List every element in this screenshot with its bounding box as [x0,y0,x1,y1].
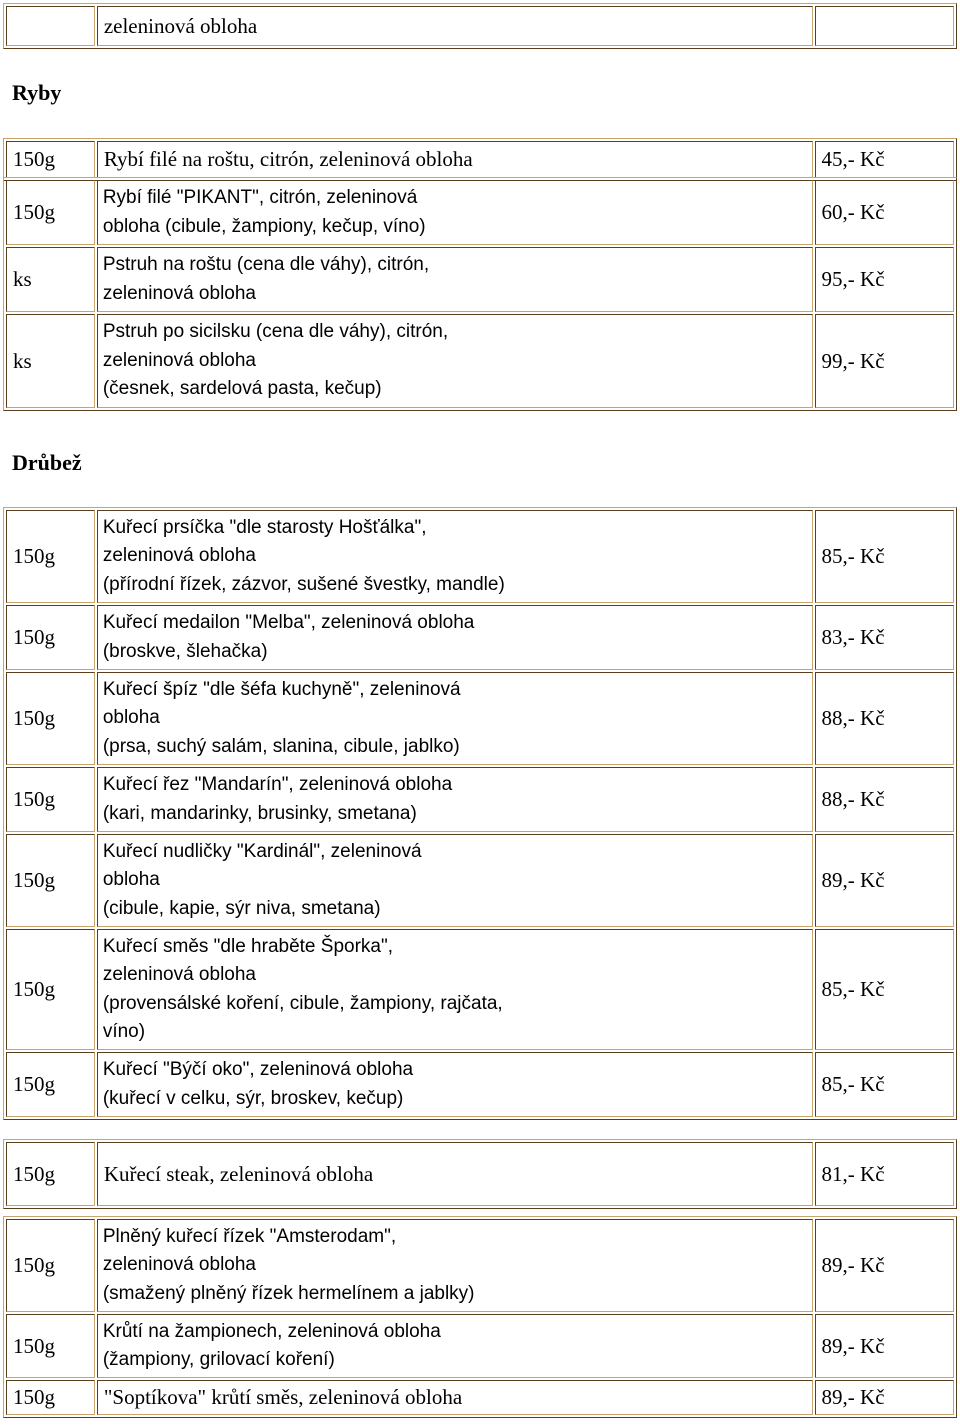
item-line: Plněný kuřecí řízek "Amsterodam", [102,1225,397,1247]
item-line: (prsa, suchý salám, slanina, cibule, jablko) [102,735,460,757]
table-row [6,672,954,765]
item-weight: 150g [6,767,95,832]
item-line: (česnek, sardelová pasta, kečup) [102,378,382,400]
item-name: zeleninová obloha [97,6,813,46]
item-description [97,929,813,1050]
item-price: 89,- Kč [815,1219,954,1312]
item-line: (broskve, šlehačka) [102,640,268,662]
item-line: zeleninová obloha [102,282,256,304]
item-line: (smažený plněný řízek hermelínem a jablky) [102,1282,475,1304]
item-weight: 150g [6,1142,95,1206]
item-price: 81,- Kč [815,1142,954,1206]
table-row [6,929,954,1050]
drubez-table-2 [3,1139,957,1209]
item-weight: 150g [6,1219,95,1312]
item-line: obloha (cibule, žampiony, kečup, víno) [102,215,426,237]
section-heading-drubez: Drůbež [12,450,82,475]
item-price: 60,- Kč [815,180,954,245]
item-line: (přírodní řízek, zázvor, sušené švestky, mandle) [102,573,505,595]
item-description [97,1052,813,1117]
drubez-table-3 [3,1216,957,1418]
item-weight [6,6,95,46]
item-description [97,672,813,765]
item-weight: 150g [6,1314,95,1378]
item-description [97,605,813,670]
item-description [97,767,813,832]
table-row [6,1219,954,1312]
item-price: 85,- Kč [815,510,954,603]
item-line: (provensálské koření, cibule, žampiony, rajčata, [102,992,503,1014]
item-weight: 150g [6,141,95,178]
item-weight: 150g [6,180,95,245]
item-description [97,510,813,603]
item-price: 45,- Kč [815,141,954,178]
table-row [6,314,954,408]
table-row [6,510,954,603]
table-row [6,247,954,312]
item-line: zeleninová obloha [102,349,256,371]
item-weight: 150g [6,1052,95,1117]
item-price: 85,- Kč [815,1052,954,1117]
item-description [97,314,813,408]
item-price: 95,- Kč [815,247,954,312]
item-weight: 150g [6,672,95,765]
item-description [97,834,813,927]
item-line: Kuřecí "Býčí oko", zeleninová obloha [102,1059,414,1080]
table-row [6,6,954,46]
item-line: obloha [102,707,160,729]
drubez-table-1 [3,507,957,1120]
item-weight: 150g [6,510,95,603]
top-menu-table [3,3,957,49]
item-description [97,247,813,312]
item-line: Kuřecí medailon "Melba", zeleninová obloha [102,612,475,633]
item-description [97,1219,813,1312]
item-name: Kuřecí steak, zeleninová obloha [97,1142,813,1206]
item-line: (kari, mandarinky, brusinky, smetana) [102,802,417,824]
item-price: 83,- Kč [815,605,954,670]
item-line: Pstruh po sicilsku (cena dle váhy), citrón, [102,321,449,343]
table-row [6,1052,954,1117]
item-description [97,180,813,245]
item-name: Rybí filé na roštu, citrón, zeleninová obloha [97,141,813,178]
item-line: zeleninová obloha [102,1254,256,1276]
ryby-table-2 [3,177,957,411]
item-weight: ks [6,314,95,408]
item-line: (kuřecí v celku, sýr, broskev, kečup) [102,1087,404,1109]
item-line: Krůtí na žampionech, zeleninová obloha [102,1320,441,1342]
item-line: Kuřecí směs "dle hraběte Šporka", [102,935,393,957]
item-line: Pstruh na roštu (cena dle váhy), citrón, [102,254,430,275]
item-weight: 150g [6,834,95,927]
table-row [6,180,954,245]
item-price: 85,- Kč [815,929,954,1050]
item-price [815,6,954,46]
item-weight: 150g [6,929,95,1050]
item-price: 99,- Kč [815,314,954,408]
table-row [6,1142,954,1206]
item-line: zeleninová obloha [102,964,256,985]
item-price: 88,- Kč [815,767,954,832]
item-weight: ks [6,247,95,312]
item-line: (cibule, kapie, sýr niva, smetana) [102,897,381,919]
item-price: 89,- Kč [815,1380,954,1415]
item-weight: 150g [6,1380,95,1415]
item-price: 89,- Kč [815,1314,954,1378]
item-line: Kuřecí řez "Mandarín", zeleninová obloha [102,774,453,795]
item-line: Kuřecí prsíčka "dle starosty Hošťálka", [102,516,427,538]
item-price: 88,- Kč [815,672,954,765]
table-row [6,767,954,832]
item-line: obloha [102,869,160,891]
item-price: 89,- Kč [815,834,954,927]
item-line: Kuřecí nudličky "Kardinál", zeleninová [102,840,422,862]
item-line: (žampiony, grilovací koření) [102,1349,335,1370]
item-line: Rybí filé "PIKANT", citrón, zeleninová [102,187,418,208]
ryby-table-1 [3,138,957,181]
table-row [6,141,954,178]
table-row [6,605,954,670]
item-line: zeleninová obloha [102,545,256,567]
item-line: víno) [102,1021,146,1042]
table-row [6,1380,954,1415]
section-heading-ryby: Ryby [12,80,62,105]
table-row [6,834,954,927]
item-line: Kuřecí špíz "dle šéfa kuchyně", zeleninová [102,678,461,700]
item-name: "Soptíkova" krůtí směs, zeleninová obloha [97,1380,813,1415]
item-description [97,1314,813,1378]
table-row [6,1314,954,1378]
item-weight: 150g [6,605,95,670]
